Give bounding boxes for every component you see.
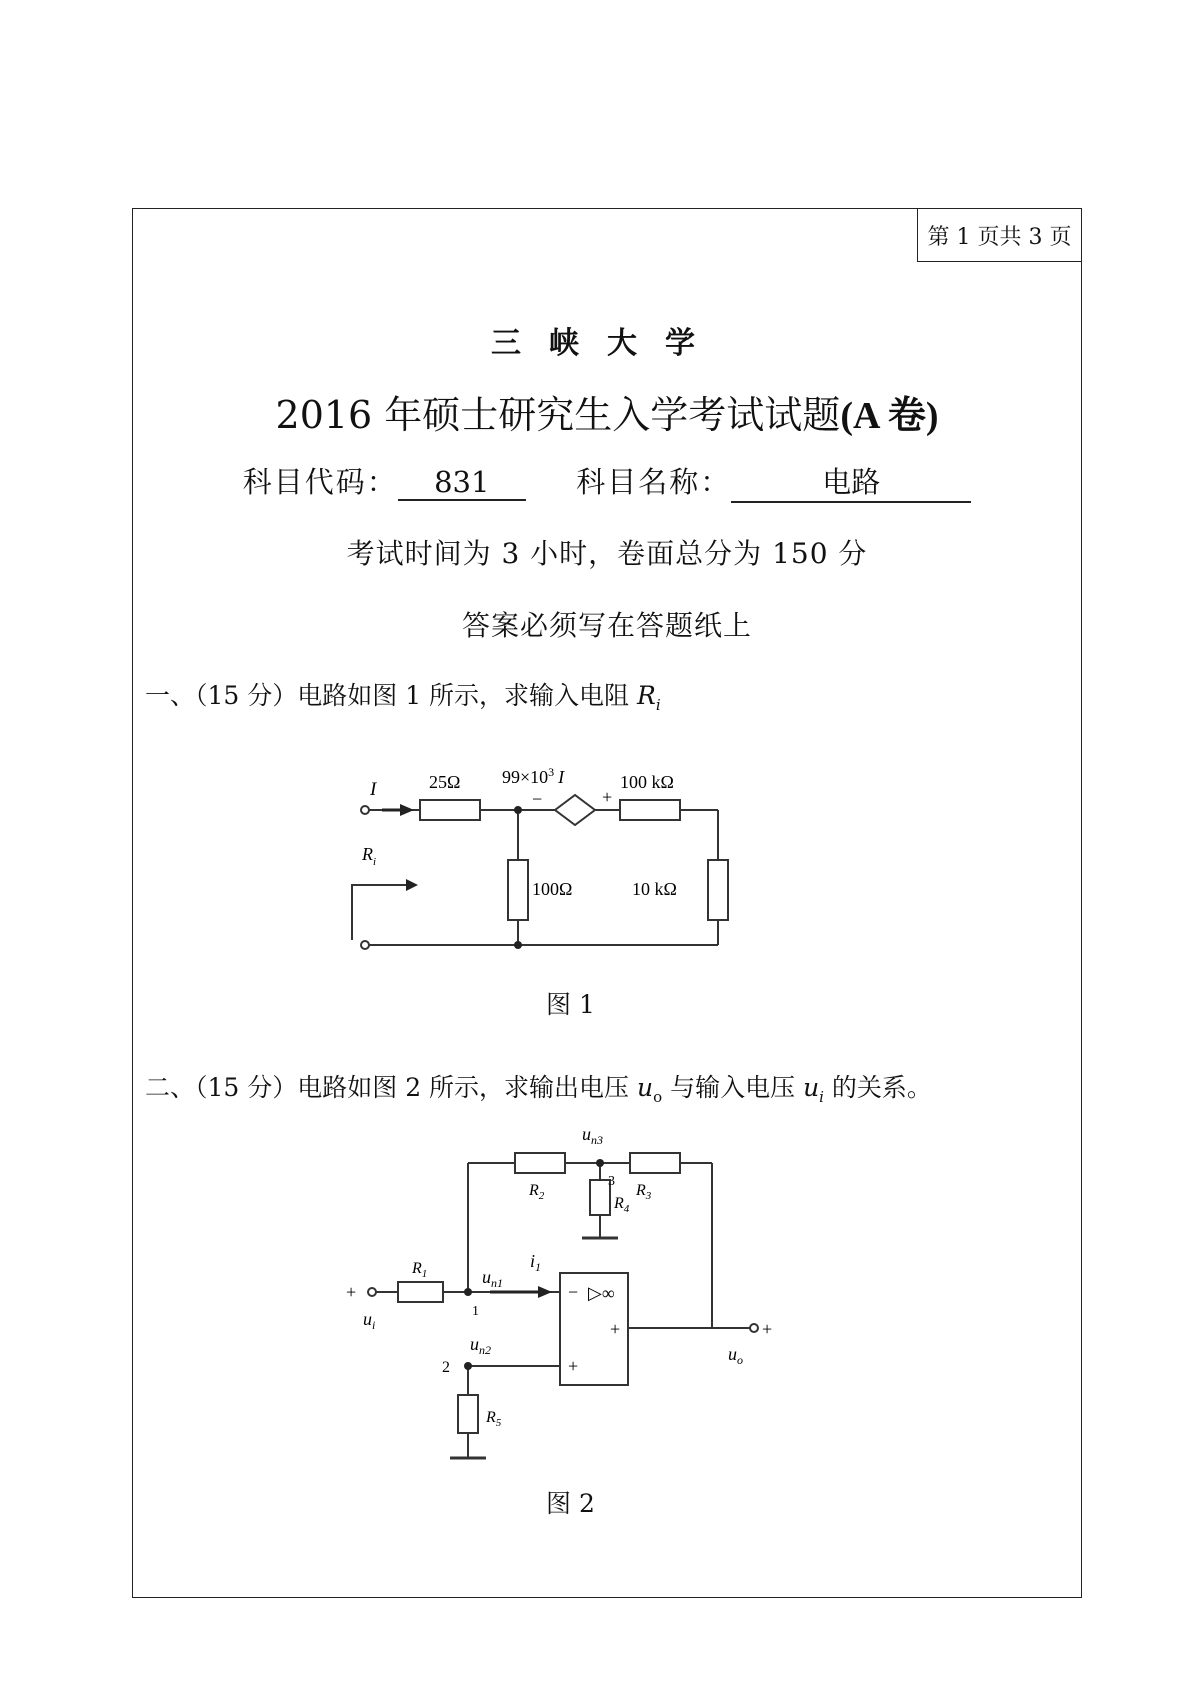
resistor-25 (420, 800, 480, 820)
label-current: I (370, 779, 377, 800)
label-opamp-symbol: ▷∞ (588, 1283, 615, 1303)
label-minus: − (532, 789, 543, 809)
subject-info (132, 460, 1082, 503)
label-uo: $u_o$ (728, 1344, 743, 1367)
resistor-100 (508, 860, 528, 920)
node-bottom (514, 941, 522, 949)
label-plus-out: + (762, 1319, 773, 1339)
label-r3: $R_3$ (636, 1182, 652, 1202)
page-number: 第 1 页共 3 页 (917, 208, 1082, 262)
figure-1-caption: 图 1 (546, 990, 595, 1019)
node-n2 (464, 1362, 472, 1370)
question-2-text-3: 的关系。 (823, 1073, 932, 1102)
label-plus-in: + (346, 1282, 357, 1302)
label-r4: $R_4$ (614, 1195, 630, 1215)
question-2 (145, 1068, 932, 1106)
terminal-bottom (361, 941, 369, 949)
node-n1 (464, 1288, 472, 1296)
node-n3 (596, 1159, 604, 1167)
figure-2-caption: 图 2 (546, 1489, 595, 1518)
node-top (514, 806, 522, 814)
label-un3: $u_{n3}$ (582, 1125, 603, 1147)
label-r-series: 100 kΩ (620, 772, 674, 792)
question-2-var-out: u (637, 1073, 654, 1102)
question-2-text-2: 与输入电压 (662, 1073, 804, 1102)
label-r1: 25Ω (429, 772, 461, 792)
label-i1: $i_1$ (530, 1251, 542, 1274)
question-2-text-1: 二、（15 分）电路如图 2 所示，求输出电压 (145, 1073, 638, 1102)
dependent-source (555, 795, 595, 825)
question-2-sub-out: o (653, 1088, 663, 1106)
label-r2: $R_2$ (529, 1182, 545, 1202)
label-r-load: 10 kΩ (632, 879, 677, 899)
label-node1: 1 (472, 1304, 479, 1319)
label-opamp-plus-in: + (568, 1356, 579, 1376)
resistor-r1 (398, 1282, 443, 1302)
exam-title-paper: (A 卷) (840, 395, 939, 437)
subject-name-label: 科目名称： (576, 465, 732, 499)
ri-arrow (406, 879, 418, 891)
exam-title-main: 2016 年硕士研究生入学考试试题 (275, 393, 841, 437)
label-node2: 2 (442, 1359, 450, 1376)
answer-note: 答案必须写在答题纸上 (461, 609, 752, 642)
label-source: $99\times 10^3$ I (502, 765, 565, 787)
label-un2: $u_{n2}$ (470, 1334, 491, 1357)
label-r-shunt: 100Ω (532, 879, 573, 899)
question-1 (145, 676, 661, 714)
input-terminal (368, 1288, 376, 1296)
label-plus: + (602, 787, 613, 807)
label-r5: $R_5$ (486, 1409, 502, 1429)
exam-info: 考试时间为 3 小时，卷面总分为 150 分 (346, 537, 868, 570)
resistor-10k (708, 860, 728, 920)
label-ui: $u_i$ (363, 1309, 376, 1332)
label-r1: $R_1$ (412, 1260, 428, 1280)
subject-name: 电路 (731, 460, 971, 503)
question-2-var-in: u (803, 1073, 820, 1102)
exam-title (132, 384, 1082, 439)
label-node3: 3 (608, 1174, 615, 1189)
question-1-sub: i (655, 696, 661, 714)
resistor-r4 (590, 1180, 610, 1215)
terminal-top (361, 806, 369, 814)
subject-code: 831 (398, 465, 526, 501)
question-1-text: 一、（15 分）电路如图 1 所示，求输入电阻 (145, 681, 638, 710)
question-1-var: R (637, 681, 656, 710)
university-name: 三峡大学 (491, 326, 723, 361)
resistor-r5 (458, 1395, 478, 1433)
label-opamp-plus-out: + (610, 1319, 621, 1339)
subject-code-label: 科目代码： (242, 465, 398, 499)
question-2-sub-in: i (819, 1088, 824, 1106)
label-ri: $R_i$ (362, 844, 377, 868)
output-terminal (750, 1324, 758, 1332)
label-un1: $u_{n1}$ (482, 1267, 503, 1290)
label-opamp-minus: − (568, 1282, 579, 1302)
resistor-r2 (515, 1153, 565, 1173)
figure-1-circuit (330, 755, 760, 965)
figure-2-circuit (330, 1125, 800, 1470)
resistor-100k (620, 800, 680, 820)
resistor-r3 (630, 1153, 680, 1173)
